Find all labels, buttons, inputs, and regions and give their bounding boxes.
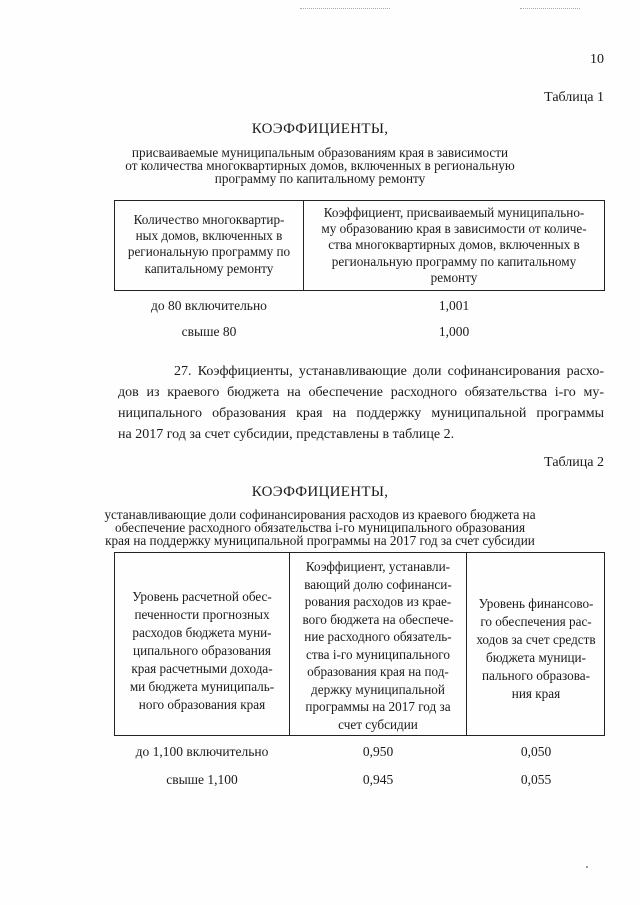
- table2-right-border: [604, 552, 605, 735]
- header-line: Уровень финансово-: [478, 596, 594, 611]
- table2-header-financial-level: [468, 595, 604, 703]
- table1-header-count: [116, 212, 302, 277]
- scan-dot: [586, 866, 588, 868]
- table2-header-bottom-border: [114, 735, 605, 736]
- header-line: ного образования края: [138, 697, 266, 712]
- header-line: ми бюджета муниципаль-: [129, 679, 275, 694]
- paragraph-27: [118, 361, 604, 445]
- header-line: рования расходов из крае-: [304, 594, 452, 609]
- header-line: ремонту: [430, 269, 478, 285]
- paragraph-line: ниципального образования края на поддержку муниципальной программы: [118, 406, 604, 421]
- table1-label: Таблица 1: [544, 90, 604, 105]
- table1-header-bottom-border: [114, 290, 605, 291]
- header-line: ние расходного обязатель-: [304, 629, 452, 644]
- scan-artifact: [520, 8, 580, 9]
- header-line: держку муниципальной: [311, 681, 445, 697]
- subtitle-line: программу по капитальному ремонту: [214, 171, 426, 186]
- paragraph-line: дов из краевого бюджета на обеспечение расходного обязательства i-го му-: [118, 385, 604, 400]
- header-line: вающий долю софинанси-: [304, 576, 452, 592]
- header-line: ния края: [511, 686, 561, 701]
- header-line: образования края на под-: [307, 664, 449, 679]
- header-line: края расчетными дохода-: [131, 661, 273, 676]
- table2-left-border: [114, 552, 115, 735]
- subtitle-line: присваиваемые муниципальным образованиям края в зависимости: [131, 145, 509, 160]
- header-line: программы на 2017 год за: [305, 699, 451, 714]
- table1-left-border: [114, 200, 115, 290]
- subtitle-line: от количества многоквартирных домов, включенных в региональную: [125, 158, 515, 173]
- table2-row2-financial-level: 0,055: [520, 772, 552, 787]
- table1-heading: КОЭФФИЦИЕНТЫ,: [251, 121, 389, 137]
- paragraph-line: на 2017 год за счет субсидии, представлены в таблице 2.: [118, 427, 455, 442]
- table2-column-divider: [289, 552, 290, 735]
- table2-row1-range: до 1,100 включительно: [135, 744, 269, 759]
- table1-right-border: [604, 200, 605, 290]
- table2-header-provision: [116, 588, 288, 714]
- table2-column-divider: [466, 552, 467, 735]
- header-line: региональную программу по: [127, 244, 291, 260]
- table2-row1-financial-level: 0,050: [520, 744, 552, 759]
- table2-header-cofinancing: [291, 558, 465, 733]
- header-line: региональную программу по капитальному: [331, 253, 577, 269]
- subtitle-line: обеспечение расходного обязательства i-го муниципального образования: [114, 520, 526, 535]
- header-line: ства многоквартирных домов, включенных в: [328, 237, 580, 253]
- table1-subtitle: [100, 146, 540, 185]
- header-line: капитальному ремонту: [144, 260, 274, 276]
- page-number: 10: [590, 52, 604, 67]
- table2-label: Таблица 2: [544, 455, 604, 470]
- table1-row2-range: свыше 80: [181, 324, 237, 339]
- table2-row2-range: свыше 1,100: [166, 772, 238, 787]
- header-line: Количество многоквартир-: [133, 212, 285, 227]
- header-line: пального образова-: [481, 668, 591, 683]
- table1-row2-coefficient: 1,000: [438, 324, 470, 339]
- header-line: го обеспечения рас-: [480, 614, 592, 629]
- header-line: му образованию края в зависимости от количе-: [321, 221, 587, 237]
- header-line: расходов бюджета муни-: [132, 625, 272, 640]
- scan-artifact: [300, 8, 390, 9]
- table1-row1-coefficient: 1,001: [438, 298, 470, 313]
- subtitle-line: края на поддержку муниципальной программы на 2017 год за счет субсидии: [105, 533, 535, 548]
- header-line: печенности прогнозных: [134, 607, 270, 622]
- table2-row1-cofinancing: 0,950: [362, 744, 394, 759]
- header-line: ства i-го муниципального: [306, 646, 450, 662]
- table2-row2-cofinancing: 0,945: [362, 772, 394, 787]
- header-line: счет субсидии: [338, 716, 418, 732]
- table2-subtitle: [100, 508, 540, 547]
- table2-heading: КОЭФФИЦИЕНТЫ,: [251, 484, 389, 500]
- header-line: ных домов, включенных в: [135, 228, 283, 244]
- header-line: Уровень расчетной обес-: [132, 589, 272, 604]
- subtitle-line: устанавливающие доли софинансирования расходов из краевого бюджета на: [104, 507, 536, 522]
- header-line: Коэффициент, присваиваемый муниципально-: [323, 205, 585, 220]
- header-line: Коэффициент, устанавли-: [305, 559, 451, 574]
- paragraph-line: 27. Коэффициенты, устанавливающие доли софинансирования расхо-: [174, 364, 604, 379]
- table1-row1-range: до 80 включительно: [151, 298, 267, 313]
- header-line: ходов за счет средств: [476, 632, 596, 647]
- header-line: бюджета муници-: [485, 650, 587, 665]
- header-line: вого бюджета на обеспече-: [302, 611, 454, 627]
- table1-column-divider: [303, 200, 304, 290]
- table1-top-border: [114, 200, 605, 201]
- table1-header-coefficient: [305, 205, 603, 286]
- header-line: ципального образования: [133, 643, 271, 658]
- table2-top-border: [114, 552, 605, 553]
